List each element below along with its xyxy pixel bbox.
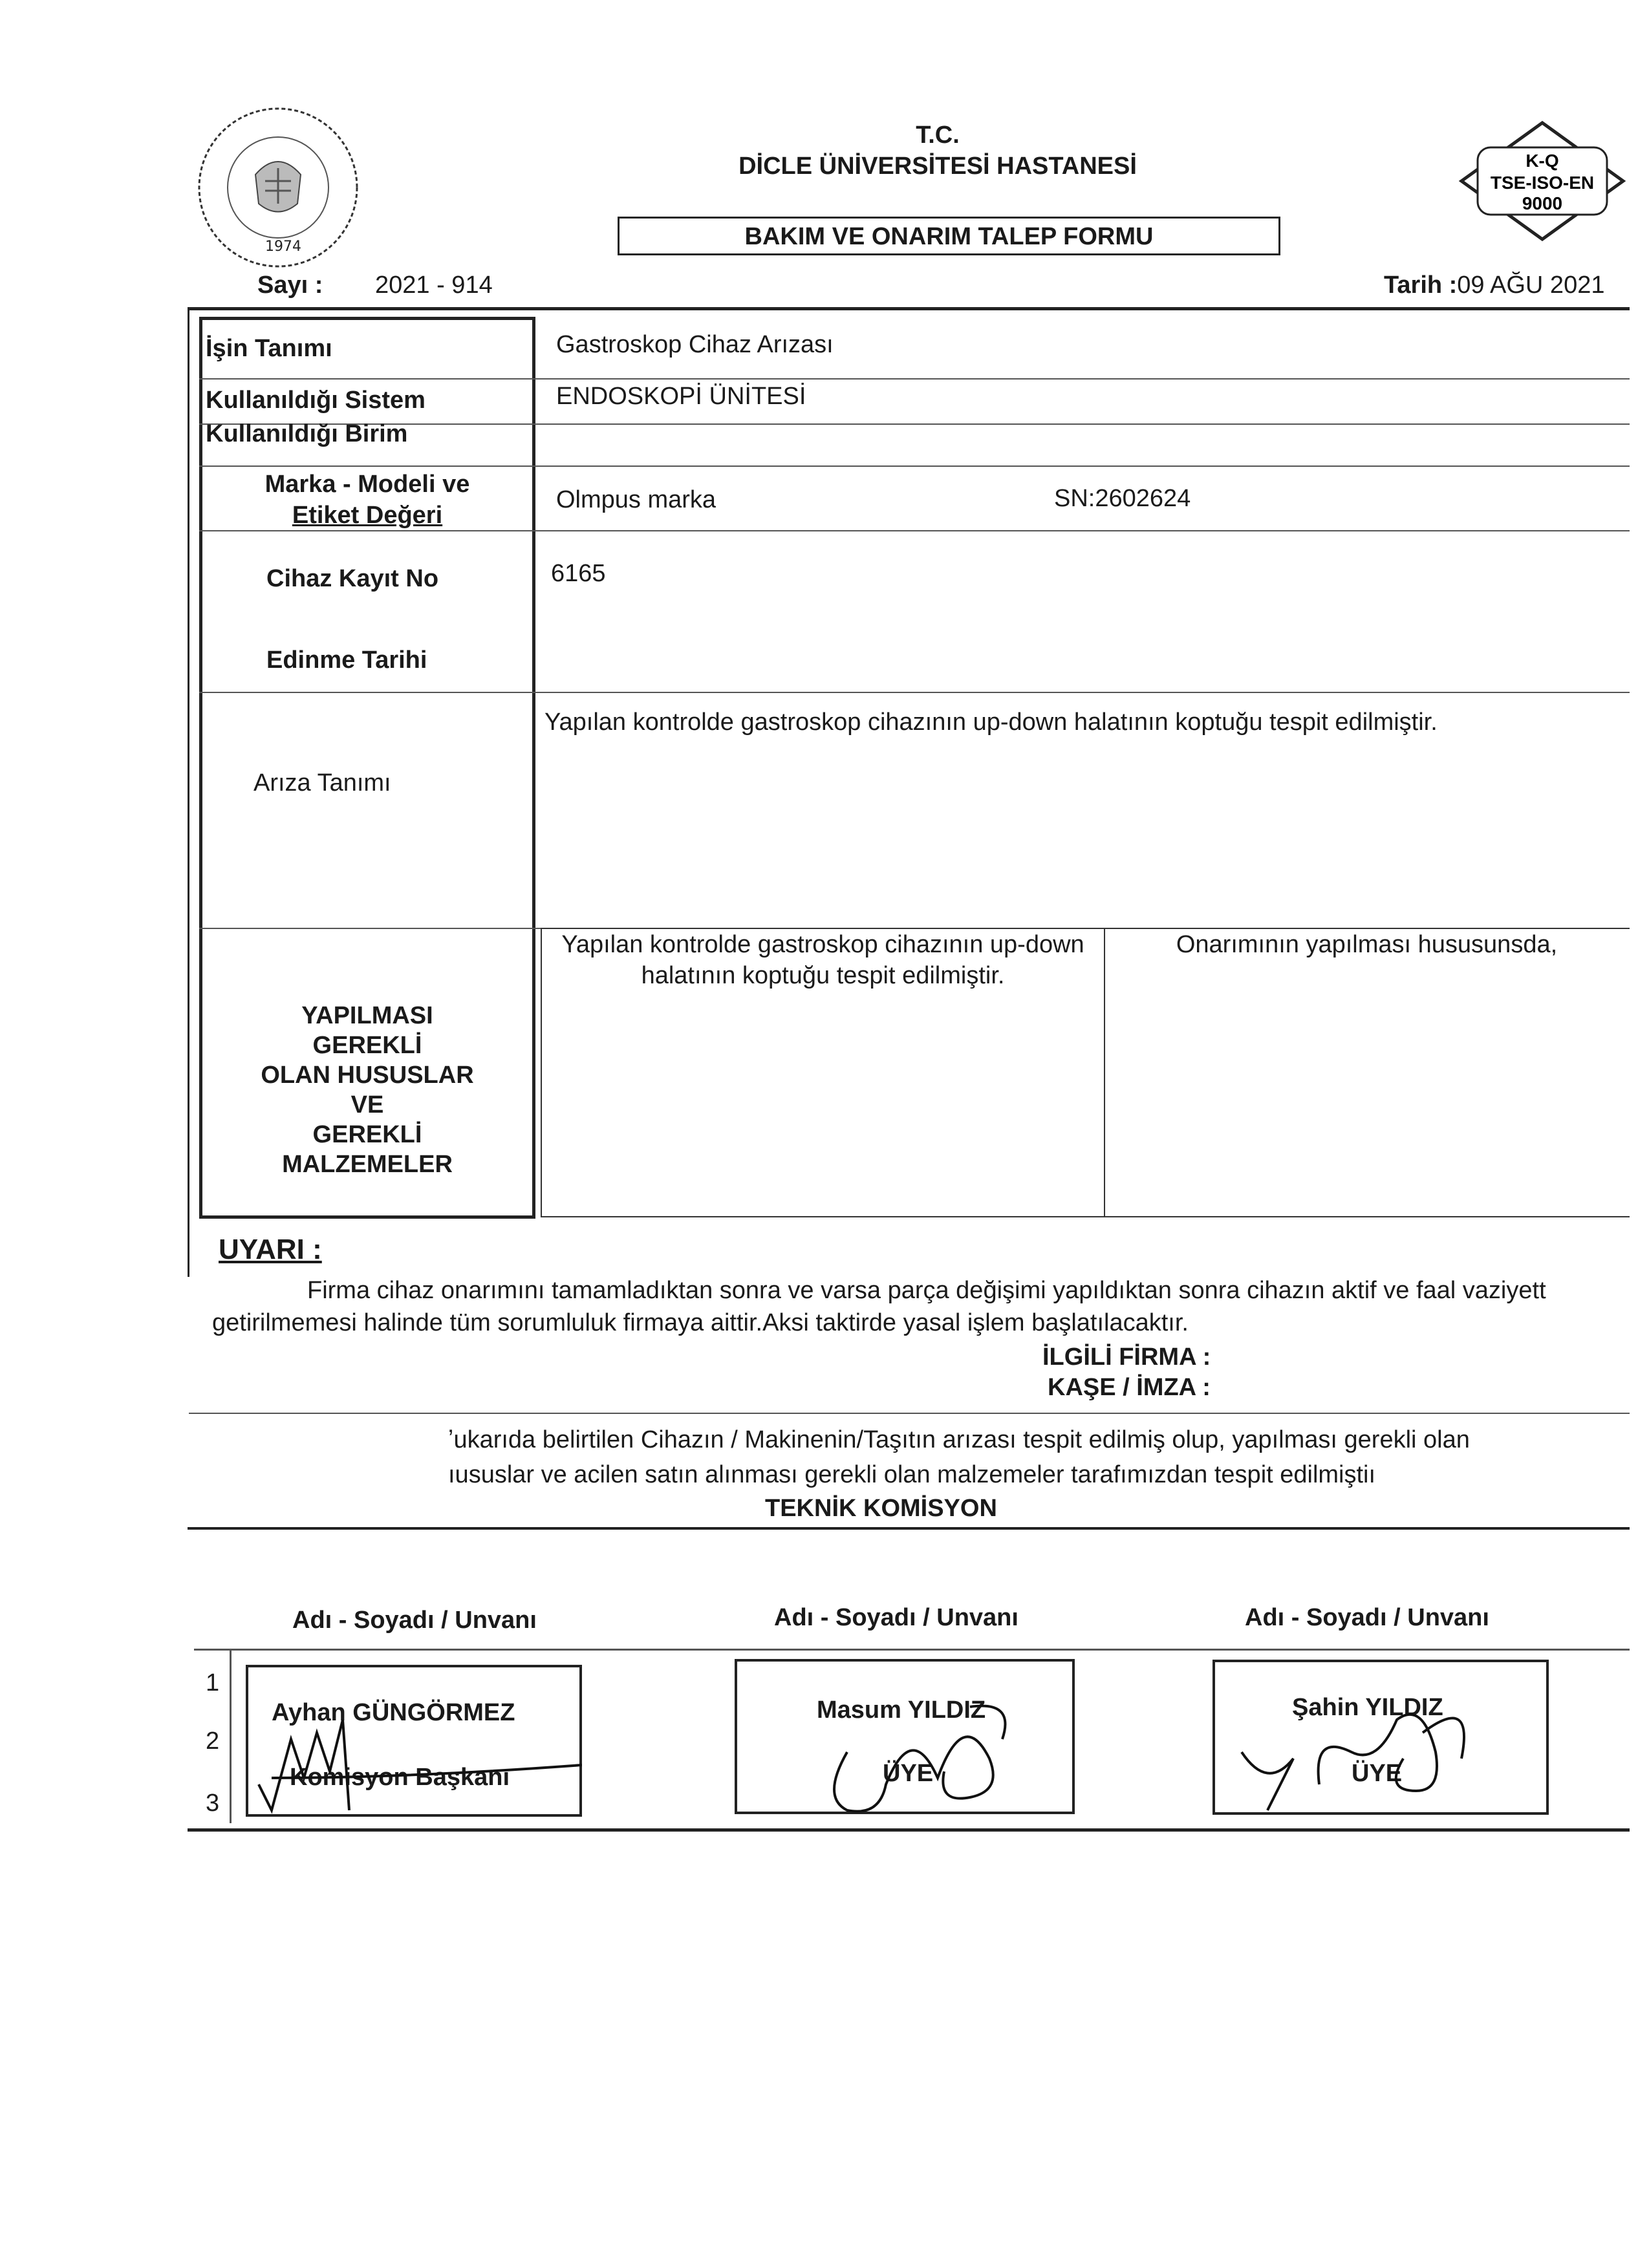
yapilmasi-right-text: Onarımının yapılması hususunsda,	[1176, 931, 1558, 958]
serial-number: SN:2602624	[1054, 485, 1191, 512]
kullanildigi-sistem-value: ENDOSKOPİ ÜNİTESİ	[556, 383, 806, 410]
form-title: BAKIM VE ONARIM TALEP FORMU	[618, 217, 1280, 255]
yapilmasi-label-line: YAPILMASI	[301, 1002, 433, 1029]
row-divider	[199, 465, 1630, 467]
row-divider	[199, 530, 1630, 531]
member-3-header: Adı - Soyadı / Unvanı	[1245, 1604, 1489, 1631]
table-left-border	[188, 307, 189, 1277]
row-number-divider	[230, 1649, 232, 1823]
ariza-label: Arıza Tanımı	[253, 769, 391, 797]
warning-line1: Firma cihaz onarımını tamamladıktan sonra ve varsa parça değişimi yapıldıktan sonra cihazın aktif ve faal vaziyett	[307, 1277, 1546, 1304]
ariza-value: Yapılan kontrolde gastroskop cihazının up-down halatının koptuğu tespit edilmiştir.	[544, 709, 1438, 736]
commission-text-line1: ʼukarıda belirtilen Cihazın / Makinenin/Taşıtın arızası tespit edilmiş olup, yapılması gerekli olan	[448, 1426, 1470, 1453]
tarih	[1384, 272, 1604, 299]
member-1-name: Ayhan GÜNGÖRMEZ	[272, 1699, 515, 1726]
signature-3-scribble	[1229, 1681, 1539, 1823]
edinme-tarihi-label: Edinme Tarihi	[266, 647, 427, 674]
tarih-value: 09 AĞU 2021	[1457, 272, 1605, 299]
commission-text-line2: ıususlar ve acilen satın alınması gerekli olan malzemeler tarafımızdan tespit edilmiştiı	[448, 1461, 1376, 1488]
cihaz-kayit-label: Cihaz Kayıt No	[266, 565, 439, 592]
member-3-title: ÜYE	[1352, 1760, 1403, 1787]
member-3-name: Şahin YILDIZ	[1292, 1694, 1443, 1721]
warning-line2: getirilmemesi halinde tüm sorumluluk firmaya aittir.Aksi taktirde yasal işlem başlatılacaktır.	[212, 1309, 1189, 1336]
yapilmasi-label-line: GEREKLİ	[312, 1032, 422, 1059]
yapilmasi-label-line: MALZEMELER	[282, 1151, 453, 1178]
commission-divider	[188, 1527, 1630, 1530]
marka-value: Olmpus marka	[556, 486, 717, 513]
svg-text:1974: 1974	[265, 239, 301, 255]
svg-text:TSE-ISO-EN: TSE-ISO-EN	[1490, 173, 1595, 193]
yapilmasi-label	[199, 1001, 535, 1179]
warning-divider	[189, 1413, 1630, 1414]
signature-top-border	[194, 1649, 1630, 1651]
yapilmasi-label-line: GEREKLİ	[312, 1121, 422, 1148]
member-2-header: Adı - Soyadı / Unvanı	[774, 1604, 1018, 1631]
yapilmasi-label-line: OLAN HUSUSLAR	[261, 1062, 474, 1089]
marka-label-2: Etiket Değeri	[292, 502, 443, 529]
yapilmasi-left-line1: Yapılan kontrolde gastroskop cihazının up-down	[561, 931, 1084, 958]
sayi-label: Sayı :	[257, 272, 323, 299]
yapilmasi-label-line: VE	[350, 1091, 384, 1118]
member-1-title: Komisyon Başkanı	[290, 1764, 510, 1791]
member-2-title: ÜYE	[883, 1760, 934, 1787]
signature-1-scribble	[246, 1681, 582, 1823]
ilgili-firma-label: İLGİLİ FİRMA :	[1042, 1343, 1211, 1371]
warning-title: UYARI :	[219, 1234, 322, 1265]
svg-text:K-Q: K-Q	[1525, 151, 1559, 171]
marka-label-1: Marka - Modeli ve	[264, 471, 470, 498]
isin-tanimi-label: İşin Tanımı	[206, 335, 332, 362]
kase-imza-label: KAŞE / İMZA :	[1048, 1374, 1211, 1401]
yapilmasi-right-box	[1104, 928, 1630, 1217]
member-1-header: Adı - Soyadı / Unvanı	[292, 1607, 537, 1634]
sayi-value: 2021 - 914	[375, 272, 493, 299]
row-divider	[199, 692, 1630, 693]
kullanildigi-sistem-label: Kullanıldığı Sistem	[206, 387, 426, 414]
isin-tanimi-value: Gastroskop Cihaz Arızası	[556, 331, 834, 358]
row-number: 1	[206, 1669, 220, 1696]
member-2-name: Masum YILDIZ	[817, 1696, 986, 1724]
tarih-label: Tarih :	[1384, 272, 1458, 299]
row-number: 3	[206, 1790, 220, 1817]
row-number: 2	[206, 1728, 220, 1755]
signature-bottom-border	[188, 1828, 1630, 1832]
teknik-komisyon-title: TEKNİK KOMİSYON	[765, 1495, 997, 1522]
svg-text:9000: 9000	[1522, 193, 1563, 213]
signature-2-scribble	[808, 1681, 1054, 1823]
row-divider	[199, 378, 1630, 380]
kullanildigi-birim-label: Kullanıldığı Birim	[206, 420, 408, 447]
institution-name: DİCLE ÜNİVERSİTESİ HASTANESİ	[738, 153, 1137, 180]
cihaz-kayit-value: 6165	[551, 560, 606, 587]
row-divider	[199, 423, 1630, 425]
university-seal-icon	[194, 103, 362, 272]
table-top-border	[188, 307, 1630, 310]
header-tc: T.C.	[916, 122, 960, 149]
yapilmasi-left-line2: halatının koptuğu tespit edilmiştir.	[641, 962, 1005, 989]
tse-iso-certificate-icon	[1449, 116, 1636, 246]
